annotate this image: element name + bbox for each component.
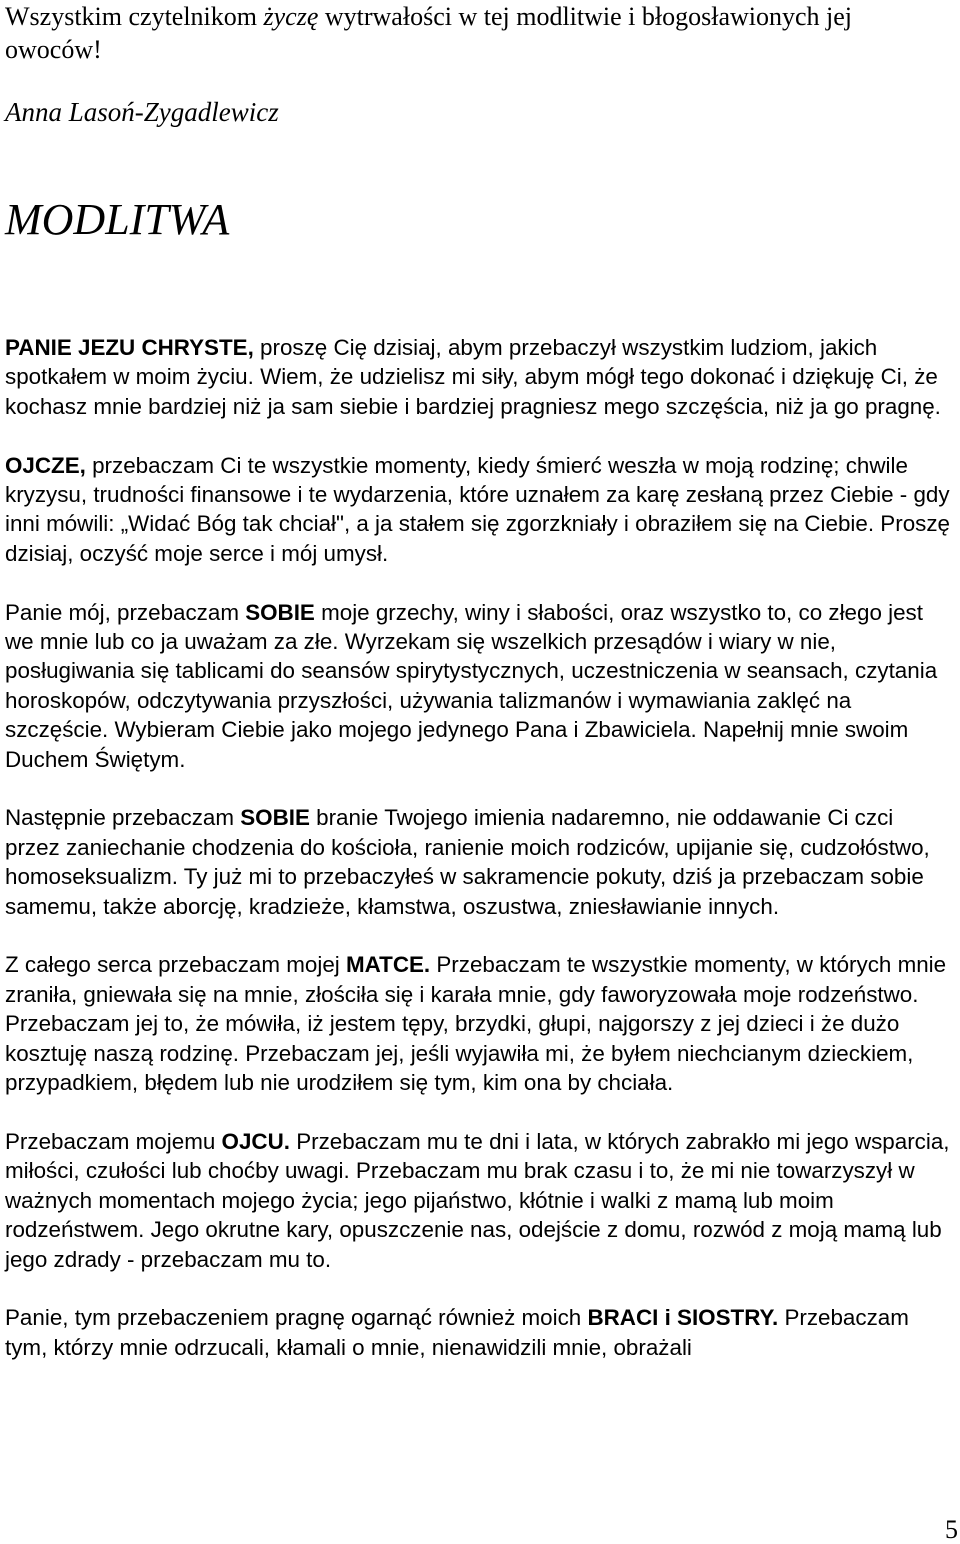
paragraph-matce — [5, 950, 953, 1097]
paragraph-ojcze-heading: OJCZE, — [5, 452, 86, 478]
paragraph-sobie-1 — [5, 598, 953, 774]
intro-text — [5, 0, 953, 66]
document-page — [5, 0, 953, 1362]
intro-before: Wszystkim czytelnikom — [5, 2, 264, 31]
paragraph-ojcu-after: Przebaczam mu te dni i lata, w których zabrakło mi jego wsparcia, miłości, czułości lub choćby uwagi. Przebaczam mu brak czasu i to, że mi nie towarzyszył w ważnych momentach mojego życia; jego pijaństwo, kłótnie i walki z mamą lub moim rodzeństwem. Jego okrutne kary, opuszczenie nas, odejście z domu, rozwód z moją mamą lub jego zdrady - przebaczam mu to. — [5, 1128, 950, 1272]
page-number: 5 — [945, 1515, 958, 1544]
paragraph-sobie-2 — [5, 803, 953, 921]
paragraph-ojcze — [5, 451, 953, 569]
paragraph-sobie-2-before: Następnie przebaczam — [5, 805, 241, 831]
paragraph-matce-before: Z całego serca przebaczam mojej — [5, 952, 346, 978]
paragraph-jezu-text: proszę Cię dzisiaj, abym przebaczył wszystkim ludziom, jakich spotkałem w moim życiu. Wiem, że udzielisz mi siły, abym mógł tego dokonać i dziękuję Ci, że kochasz mnie bardziej niż ja sam siebie i bardziej pragniesz mego szczęścia, niż ja go pragnę. — [5, 335, 941, 419]
paragraph-ojcze-text: przebaczam Ci te wszystkie momenty, kiedy śmierć weszła w moją rodzinę; chwile kryzysu, trudności finansowe i te wydarzenia, które uznałem za karę zesłaną przez Ciebie - gdy inni mówili: „Widać Bóg tak chciał", a ja stałem się zgorzkniały i obraziłem się na Ciebie. Proszę dzisiaj, oczyść moje serce i mój umysł. — [5, 452, 950, 566]
paragraph-sobie-1-after: moje grzechy, winy i słabości, oraz wszystko to, co złego jest we mnie lub co ja uważam za złe. Wyrzekam się wszelkich przesądów i wiary w nie, posługiwania się tablicami do seansów spirytystycznych, uczestniczenia w seansach, czytania horoskopów, odczytywania przyszłości, używania talizmanów i wymawiania zaklęć na szczęście. Wybieram Ciebie jako mojego jedynego Pana i Zbawiciela. Napełnij mnie swoim Duchem Świętym. — [5, 599, 938, 772]
paragraph-sobie-1-bold: SOBIE — [245, 599, 315, 625]
intro-emphasis: życzę — [263, 2, 319, 31]
paragraph-ojcu-before: Przebaczam mojemu — [5, 1128, 222, 1154]
paragraph-matce-after: Przebaczam te wszystkie momenty, w których mnie zraniła, gniewała się na mnie, złościła się i karała mnie, gdy faworyzowała moje rodzeństwo. Przebaczam jej to, że mówiła, iż jestem tępy, brzydki, głupi, najgorszy z jej dzieci i że dużo kosztuję naszą rodzinę. Przebaczam jej, jeśli wyjawiła mi, że byłem niechcianym dzieckiem, przypadkiem, błędem lub nie urodziłem się tym, kim ona by chciała. — [5, 952, 947, 1096]
paragraph-rodzenstwo — [5, 1303, 953, 1362]
paragraph-matce-bold: MATCE. — [345, 952, 431, 978]
paragraph-ojcu-bold: OJCU. — [221, 1128, 290, 1154]
page-title: MODLITWA — [5, 195, 230, 244]
paragraph-rodzenstwo-before: Panie, tym przebaczeniem pragnę ogarnąć również moich — [5, 1305, 588, 1331]
intro-after: wytrwałości w tej modlitwie i błogosławionych jej owoców! — [5, 2, 853, 64]
paragraph-sobie-2-bold: SOBIE — [240, 805, 310, 831]
paragraph-ojcu — [5, 1127, 953, 1274]
paragraph-jezu — [5, 333, 953, 421]
paragraph-sobie-2-after: branie Twojego imienia nadaremno, nie oddawanie Ci czci przez zaniechanie chodzenia do kościoła, ranienie moich rodziców, upijanie się, cudzołóstwo, homoseksualizm. Ty już mi to przebaczyłeś w sakramencie pokuty, dziś ja przebaczam sobie samemu, także aborcję, kradzieże, kłamstwa, oszustwa, zniesławianie innych. — [5, 805, 930, 919]
paragraph-rodzenstwo-bold: BRACI i SIOSTRY. — [587, 1305, 779, 1331]
author-name: Anna Lasoń-Zygadlewicz — [5, 97, 279, 127]
paragraph-rodzenstwo-after: Przebaczam tym, którzy mnie odrzucali, kłamali o mnie, nienawidzili mnie, obrażali — [5, 1305, 909, 1360]
paragraph-sobie-1-before: Panie mój, przebaczam — [5, 599, 246, 625]
paragraph-jezu-heading: PANIE JEZU CHRYSTE, — [5, 335, 254, 360]
